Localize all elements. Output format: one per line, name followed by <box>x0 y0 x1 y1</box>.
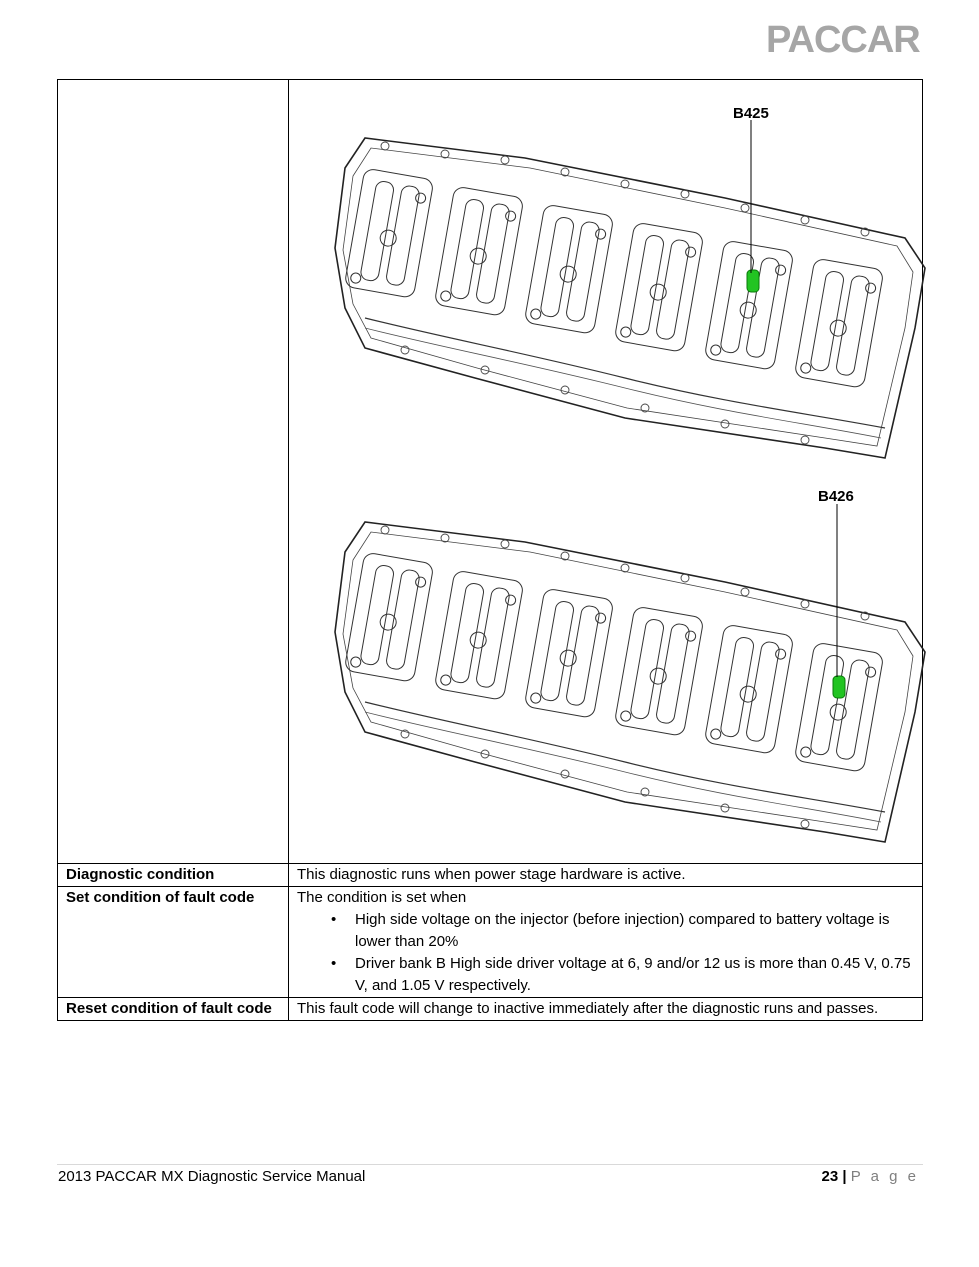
footer-manual-title: 2013 PACCAR MX Diagnostic Service Manual <box>58 1168 366 1185</box>
row-text: This diagnostic runs when power stage hardware is active. <box>289 864 923 887</box>
reset-condition-row <box>58 998 923 1021</box>
b425-injector-highlight <box>747 270 759 292</box>
set-condition-row <box>58 887 923 998</box>
bullet-list <box>297 909 914 997</box>
figure-cell <box>289 80 923 864</box>
row-label: Reset condition of fault code <box>58 998 289 1021</box>
figure-label-cell <box>58 80 289 864</box>
row-content <box>289 887 923 998</box>
diagnostic-table <box>57 79 923 1021</box>
figure-row <box>58 80 923 864</box>
b426-callout: B426 <box>818 488 854 505</box>
top-head-drawing <box>335 138 925 458</box>
diagnostic-condition-row <box>58 864 923 887</box>
paccar-logo <box>766 18 924 58</box>
row-label: Diagnostic condition <box>58 864 289 887</box>
b425-callout: B425 <box>733 105 769 122</box>
page-number: 23 <box>821 1168 839 1185</box>
row-label: Set condition of fault code <box>58 887 289 998</box>
footer-page-info <box>822 1168 920 1185</box>
page-separator: | <box>842 1168 847 1185</box>
row-text: This fault code will change to inactive immediately after the diagnostic runs and passes. <box>289 998 923 1021</box>
footer-divider <box>57 1164 923 1165</box>
page-word: P a g e <box>850 1168 919 1185</box>
b426-injector-highlight <box>833 676 845 698</box>
bullet-item: • High side voltage on the injector (before injection) compared to battery voltage is lower than 20% <box>355 909 914 953</box>
cylinder-head-diagram <box>297 80 931 856</box>
logo-text: PACCAR <box>766 19 920 58</box>
bullet-item: • Driver bank B High side driver voltage at 6, 9 and/or 12 us is more than 0.45 V, 0.75 V, and 1.05 V respectively. <box>355 953 914 997</box>
row-intro: The condition is set when <box>297 889 467 906</box>
